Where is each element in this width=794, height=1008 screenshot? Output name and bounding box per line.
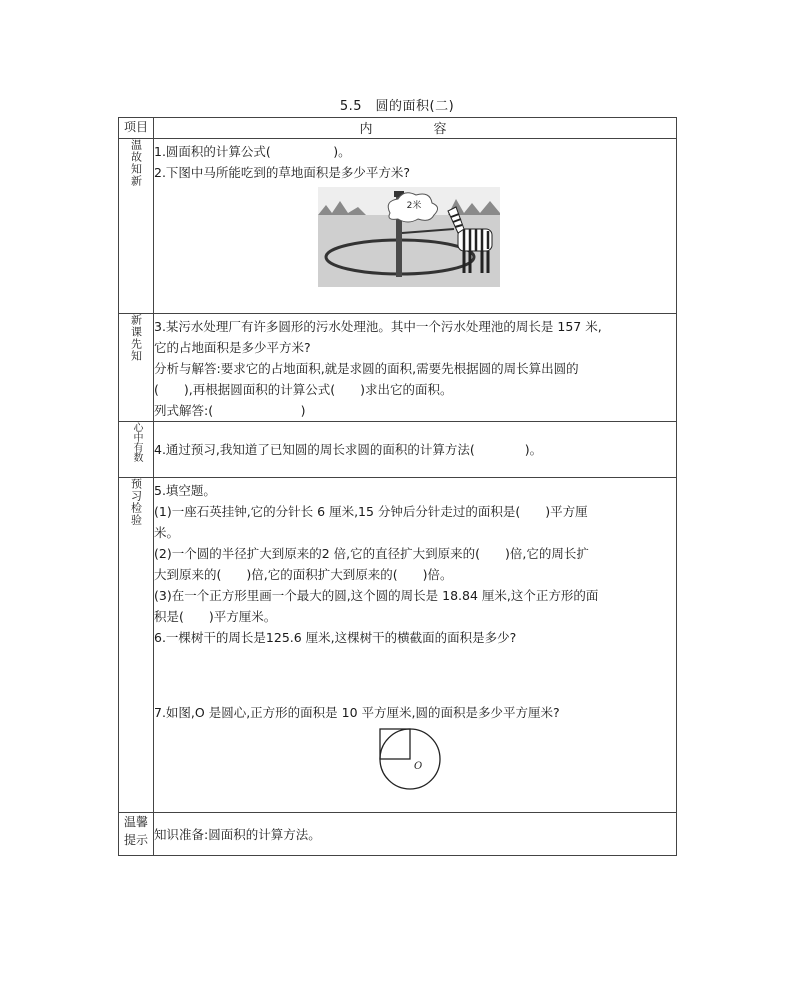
analysis-line-2: ( ),再根据圆面积的计算公式( )求出它的面积。: [154, 382, 453, 397]
solution-line: 列式解答:( ): [154, 403, 306, 418]
question-5-1-line-1: (1)一座石英挂钟,它的分针长 6 厘米,15 分钟后分针走过的面积是( )平方厘: [154, 504, 588, 519]
question-2: 2.下图中马所能吃到的草地面积是多少平方米?: [154, 165, 411, 180]
header-content: 内 容: [154, 118, 677, 139]
label-mind: 心中有数: [119, 422, 154, 478]
section-check: [119, 478, 677, 813]
section-tips: [119, 813, 677, 856]
section-mind: [119, 422, 677, 478]
question-5-3-line-1: (3)在一个正方形里画一个最大的圆,这个圆的周长是 18.84 厘米,这个正方形的面: [154, 588, 599, 603]
label-review: 温故知新: [119, 139, 154, 314]
tips-text: 知识准备:圆面积的计算方法。: [154, 826, 321, 842]
answer-space: [154, 648, 676, 702]
preview-sheet: [118, 117, 677, 856]
label-new: 新课先知: [119, 314, 154, 422]
question-3-line-1: 3.某污水处理厂有许多圆形的污水处理池。其中一个污水处理池的周长是 157 米,: [154, 319, 602, 334]
question-1: 1.圆面积的计算公式( )。: [154, 144, 351, 159]
page-title: 5.5 圆的面积(二): [339, 99, 455, 114]
zebra-picture: [318, 187, 500, 287]
label-check: 预习检验: [119, 478, 154, 813]
question-7: 7.如图,O 是圆心,正方形的面积是 10 平方厘米,圆的面积是多少平方厘米?: [154, 705, 560, 720]
analysis-line-1: 分析与解答:要求它的占地面积,就是求圆的面积,需要先根据圆的周长算出圆的: [154, 361, 579, 376]
question-5-3-line-2: 积是( )平方厘米。: [154, 609, 277, 624]
question-5-2-line-2: 大到原来的( )倍,它的面积扩大到原来的( )倍。: [154, 567, 453, 582]
question-5-1-line-2: 米。: [154, 525, 180, 540]
section-new: [119, 314, 677, 422]
circle-square-figure: [378, 727, 442, 791]
header-row: [119, 118, 677, 139]
radius-label: 2米: [406, 201, 422, 211]
header-project: 项目: [119, 118, 154, 139]
question-6: 6.一棵树干的周长是125.6 厘米,这棵树干的横截面的面积是多少?: [154, 630, 517, 645]
label-tips: 温馨 提示: [119, 813, 154, 856]
question-3-line-2: 它的占地面积是多少平方米?: [154, 340, 311, 355]
section-review: [119, 139, 677, 314]
question-5-2-line-1: (2)一个圆的半径扩大到原来的2 倍,它的直径扩大到原来的( )倍,它的周长扩: [154, 546, 589, 561]
question-5: 5.填空题。: [154, 483, 216, 498]
question-4: 4.通过预习,我知道了已知圆的周长求圆的面积的计算方法( )。: [154, 442, 543, 457]
center-label: O: [414, 761, 423, 772]
